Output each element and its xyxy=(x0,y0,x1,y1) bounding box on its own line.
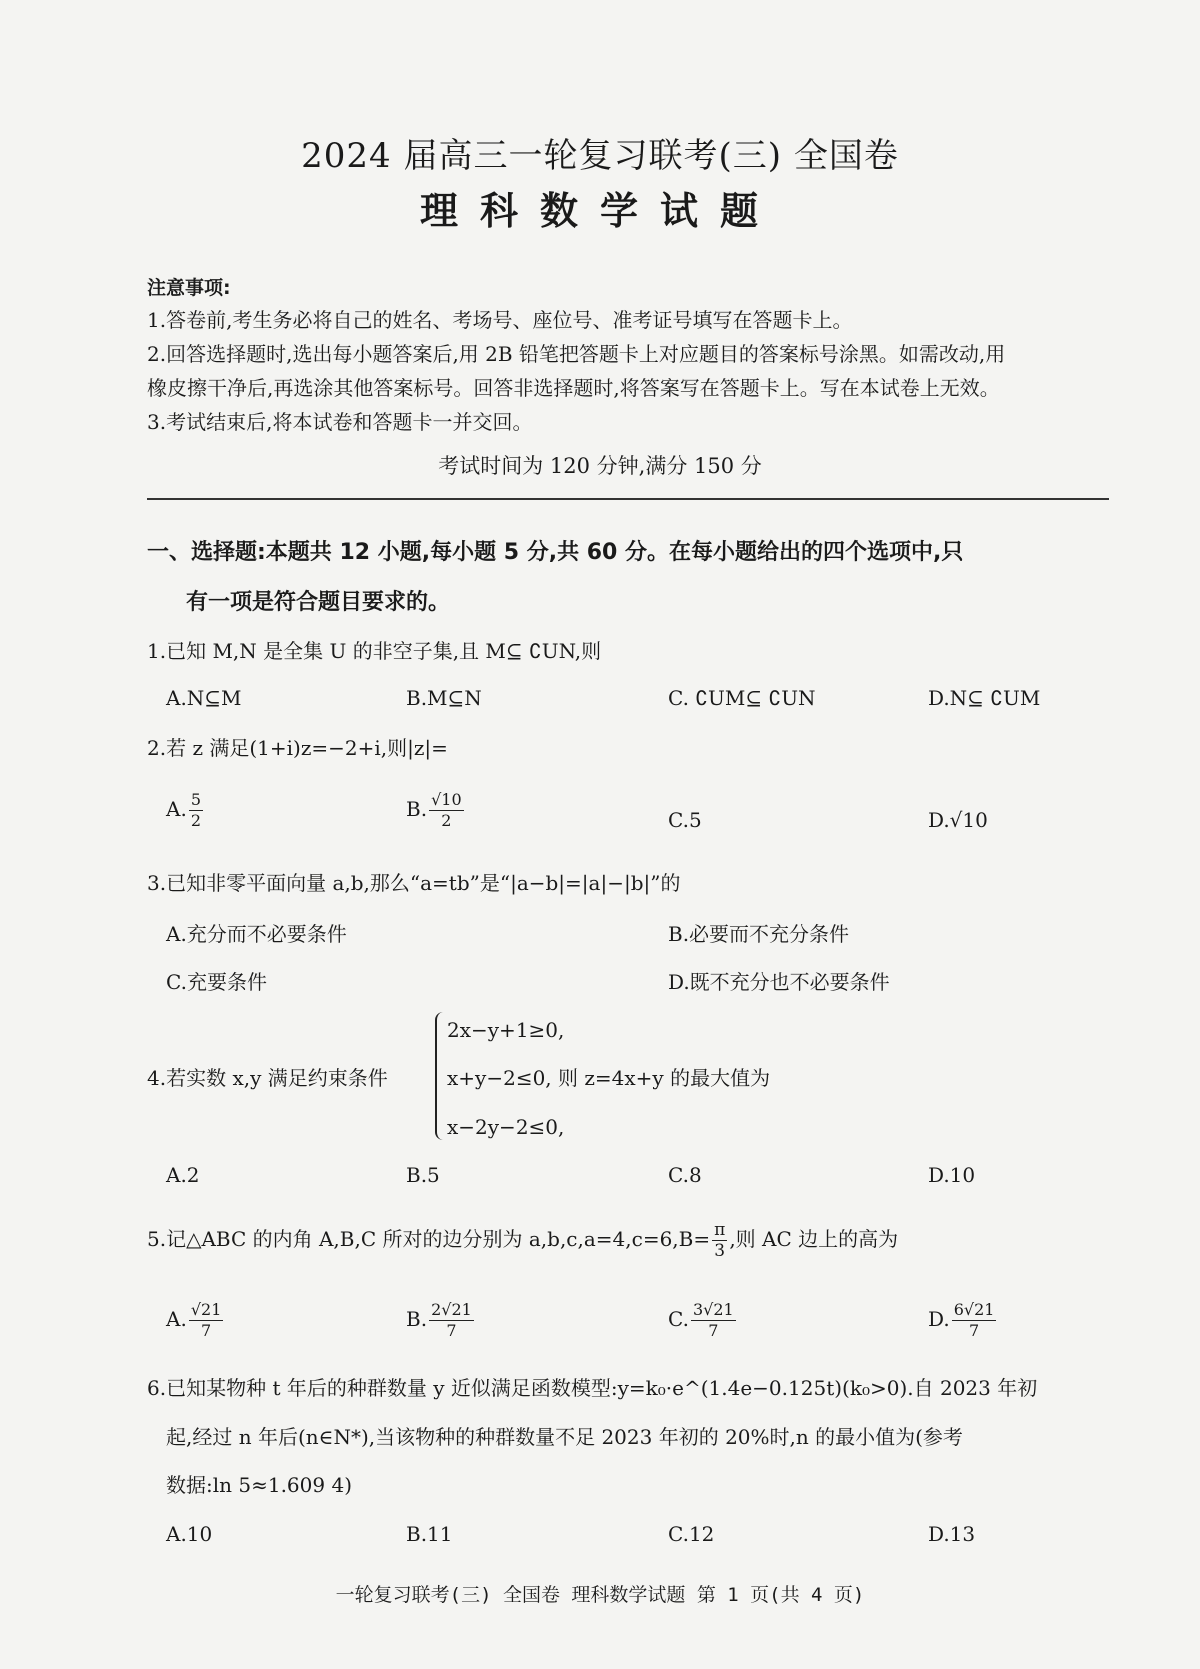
q2-option-d: D.√10 xyxy=(928,808,988,832)
q6-option-c: C.12 xyxy=(668,1522,715,1546)
q5-frac-numerator: π xyxy=(714,1220,726,1240)
q2-b-fraction xyxy=(429,790,464,831)
q5-a-denominator: 7 xyxy=(201,1321,212,1340)
divider xyxy=(147,498,1109,500)
q4-option-d: D.10 xyxy=(928,1163,976,1187)
q5-d-fraction xyxy=(952,1300,997,1341)
q2-b-label: B. xyxy=(406,797,428,821)
exam-title: 2024 届高三一轮复习联考(三) 全国卷 xyxy=(301,136,899,176)
q5-frac-denominator: 3 xyxy=(714,1241,726,1261)
q2-a-label: A. xyxy=(166,797,187,821)
exam-time: 考试时间为 120 分钟,满分 150 分 xyxy=(438,454,762,478)
q4-constraint-2: x+y−2≤0, 则 z=4x+y 的最大值为 xyxy=(447,1066,771,1090)
q4-constraint-brace xyxy=(435,1012,447,1140)
q5-b-label: B. xyxy=(406,1307,428,1331)
q2-a-fraction xyxy=(189,790,203,831)
question-1: 1.已知 M,N 是全集 U 的非空子集,且 M⊆ ∁UN,则 xyxy=(147,639,602,663)
q5-a-numerator: √21 xyxy=(190,1300,222,1319)
q4-option-a: A.2 xyxy=(166,1163,200,1187)
q5-stem-b: ,则 AC 边上的高为 xyxy=(729,1227,899,1251)
question-3: 3.已知非零平面向量 a,b,那么“a=tb”是“|a−b|=|a|−|b|”的 xyxy=(147,871,681,895)
q4-constraint-1: 2x−y+1≥0, xyxy=(447,1018,565,1042)
q5-option-c xyxy=(668,1300,738,1341)
section-heading-line1: 一、选择题:本题共 12 小题,每小题 5 分,共 60 分。在每小题给出的四个选项中,只 xyxy=(147,540,964,565)
question-6-line2: 起,经过 n 年后(n∈N*),当该物种的种群数量不足 2023 年初的 20%时,n 的最小值为(参考 xyxy=(166,1425,963,1449)
q3-option-c: C.充要条件 xyxy=(166,970,267,994)
q5-option-b xyxy=(406,1300,476,1341)
q2-option-a xyxy=(166,790,205,831)
q6-option-b: B.11 xyxy=(406,1522,453,1546)
q5-c-fraction xyxy=(691,1300,736,1341)
q5-angle-fraction xyxy=(712,1220,727,1261)
question-6-line1: 6.已知某物种 t 年后的种群数量 y 近似满足函数模型:y=k₀·e^(1.4e−0.125t)(k₀>0).自 2023 年初 xyxy=(147,1376,1038,1400)
question-4: 4.若实数 x,y 满足约束条件 xyxy=(147,1066,388,1090)
q4-constraint-3: x−2y−2≤0, xyxy=(447,1115,565,1139)
q5-option-a xyxy=(166,1300,225,1341)
q1-option-b: B.M⊆N xyxy=(406,686,482,710)
q5-c-label: C. xyxy=(668,1307,689,1331)
section-heading-line2: 有一项是符合题目要求的。 xyxy=(186,590,451,615)
q2-option-c: C.5 xyxy=(668,808,702,832)
q3-option-d: D.既不充分也不必要条件 xyxy=(668,970,890,994)
q4-option-b: B.5 xyxy=(406,1163,440,1187)
q6-option-d: D.13 xyxy=(928,1522,976,1546)
q5-d-denominator: 7 xyxy=(968,1321,980,1340)
q2-b-numerator: √10 xyxy=(431,790,462,809)
q5-d-label: D. xyxy=(928,1307,950,1331)
q2-a-numerator: 5 xyxy=(190,790,201,809)
q5-b-numerator: 2√21 xyxy=(431,1300,472,1319)
page-footer: 一轮复习联考(三) 全国卷 理科数学试题 第 1 页(共 4 页) xyxy=(335,1584,865,1606)
exam-subject-title: 理科数学试题 xyxy=(419,189,780,233)
note-item-2b: 橡皮擦干净后,再选涂其他答案标号。回答非选择题时,将答案写在答题卡上。写在本试卷上无效。 xyxy=(147,376,1000,400)
note-item-1: 1.答卷前,考生务必将自己的姓名、考场号、座位号、准考证号填写在答题卡上。 xyxy=(147,308,853,332)
note-item-2a: 2.回答选择题时,选出每小题答案后,用 2B 铅笔把答题卡上对应题目的答案标号涂黑。如需改动,用 xyxy=(147,342,1006,366)
question-2: 2.若 z 满足(1+i)z=−2+i,则|z|= xyxy=(147,736,448,760)
q2-option-b xyxy=(406,790,466,831)
q3-option-b: B.必要而不充分条件 xyxy=(668,922,850,946)
q2-a-denominator: 2 xyxy=(190,811,201,830)
q5-b-fraction xyxy=(429,1300,474,1341)
q5-b-denominator: 7 xyxy=(446,1321,457,1340)
q5-d-numerator: 6√21 xyxy=(953,1300,995,1319)
q5-stem-a: 5.记△ABC 的内角 A,B,C 所对的边分别为 a,b,c,a=4,c=6,B= xyxy=(147,1227,711,1251)
q6-option-a: A.10 xyxy=(166,1522,213,1546)
q5-option-d xyxy=(928,1300,998,1341)
q5-c-denominator: 7 xyxy=(708,1321,719,1340)
question-6-line3: 数据:ln 5≈1.609 4) xyxy=(166,1473,352,1497)
q2-b-denominator: 2 xyxy=(441,811,452,830)
q1-option-c: C. ∁UM⊆ ∁UN xyxy=(668,686,816,710)
q5-a-fraction xyxy=(189,1300,224,1341)
note-item-3: 3.考试结束后,将本试卷和答题卡一并交回。 xyxy=(147,410,533,434)
q1-option-d: D.N⊆ ∁UM xyxy=(928,686,1041,710)
q1-option-a: A.N⊆M xyxy=(166,686,242,710)
question-5 xyxy=(147,1220,898,1261)
q4-option-c: C.8 xyxy=(668,1163,702,1187)
q5-a-label: A. xyxy=(166,1307,187,1331)
q5-c-numerator: 3√21 xyxy=(692,1300,734,1319)
q3-option-a: A.充分而不必要条件 xyxy=(166,922,347,946)
notes-heading: 注意事项: xyxy=(147,277,231,299)
